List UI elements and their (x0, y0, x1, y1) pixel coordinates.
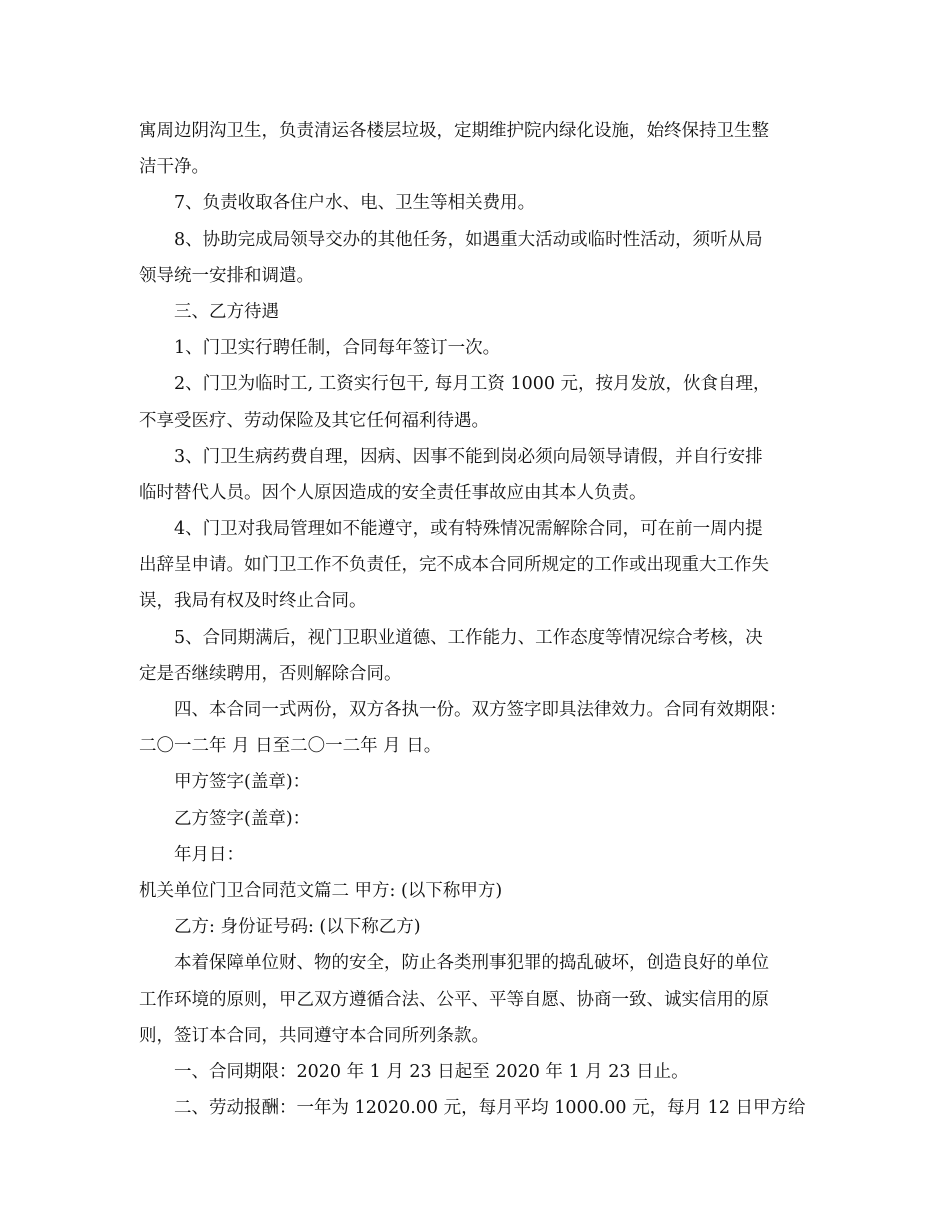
document-line: 定是否继续聘用，否则解除合同。 (139, 663, 402, 684)
document-line: 3、门卫生病药费自理，因病、因事不能到岗必须向局领导请假，并自行安排 (174, 446, 763, 467)
document-line: 三、乙方待遇 (174, 301, 279, 322)
document-line: 不享受医疗、劳动保险及其它任何福利待遇。 (139, 410, 489, 431)
document-line: 5、合同期满后，视门卫职业道德、工作能力、工作态度等情况综合考核，决 (174, 627, 763, 648)
document-line: 领导统一安排和调遣。 (139, 265, 314, 286)
document-line: 一、合同期限：2020 年 1 月 23 日起至 2020 年 1 月 23 日止。 (174, 1061, 689, 1082)
document-line: 出辞呈申请。如门卫工作不负责任，完不成本合同所规定的工作或出现重大工作失 (139, 555, 769, 576)
document-line: 洁干净。 (139, 157, 209, 178)
document-line: 2、门卫为临时工, 工资实行包干, 每月工资 1000 元，按月发放，伙食自理， (174, 374, 771, 395)
document-line: 7、负责收取各住户水、电、卫生等相关费用。 (174, 193, 536, 214)
document-line: 寓周边阴沟卫生，负责清运各楼层垃圾，定期维护院内绿化设施，始终保持卫生整 (139, 121, 769, 141)
document-line: 本着保障单位财、物的安全，防止各类刑事犯罪的捣乱破坏，创造良好的单位 (174, 953, 769, 974)
document-line: 甲方签字(盖章)： (174, 772, 311, 793)
document-body (139, 113, 819, 1126)
document-line: 临时替代人员。因个人原因造成的安全责任事故应由其本人负责。 (139, 482, 647, 503)
document-line: 工作环境的原则，甲乙双方遵循合法、公平、平等自愿、协商一致、诚实信用的原 (139, 989, 769, 1010)
document-line: 8、协助完成局领导交办的其他任务，如遇重大活动或临时性活动，须听从局 (174, 229, 763, 250)
document-line: 年月日： (174, 844, 244, 865)
document-line: 则，签订本合同，共同遵守本合同所列条款。 (139, 1025, 489, 1046)
document-line: 四、本合同一式两份，双方各执一份。双方签字即具法律效力。合同有效期限： (174, 700, 787, 720)
document-line: 误，我局有权及时终止合同。 (139, 591, 367, 612)
document-line: 4、门卫对我局管理如不能遵守，或有特殊情况需解除合同，可在前一周内提 (174, 519, 763, 540)
document-line: 二、劳动报酬：一年为 12020.00 元，每月平均 1000.00 元，每月 12 日甲方给 (174, 1098, 806, 1119)
document-line: 1、门卫实行聘任制，合同每年签订一次。 (174, 338, 501, 359)
document-line: 乙方: 身份证号码: (以下称乙方) (174, 917, 421, 938)
document-line: 二〇一二年 月 日至二〇一二年 月 日。 (139, 736, 442, 757)
document-line: 机关单位门卫合同范文篇二 甲方: (以下称甲方) (139, 880, 503, 901)
document-line: 乙方签字(盖章)： (174, 808, 311, 829)
